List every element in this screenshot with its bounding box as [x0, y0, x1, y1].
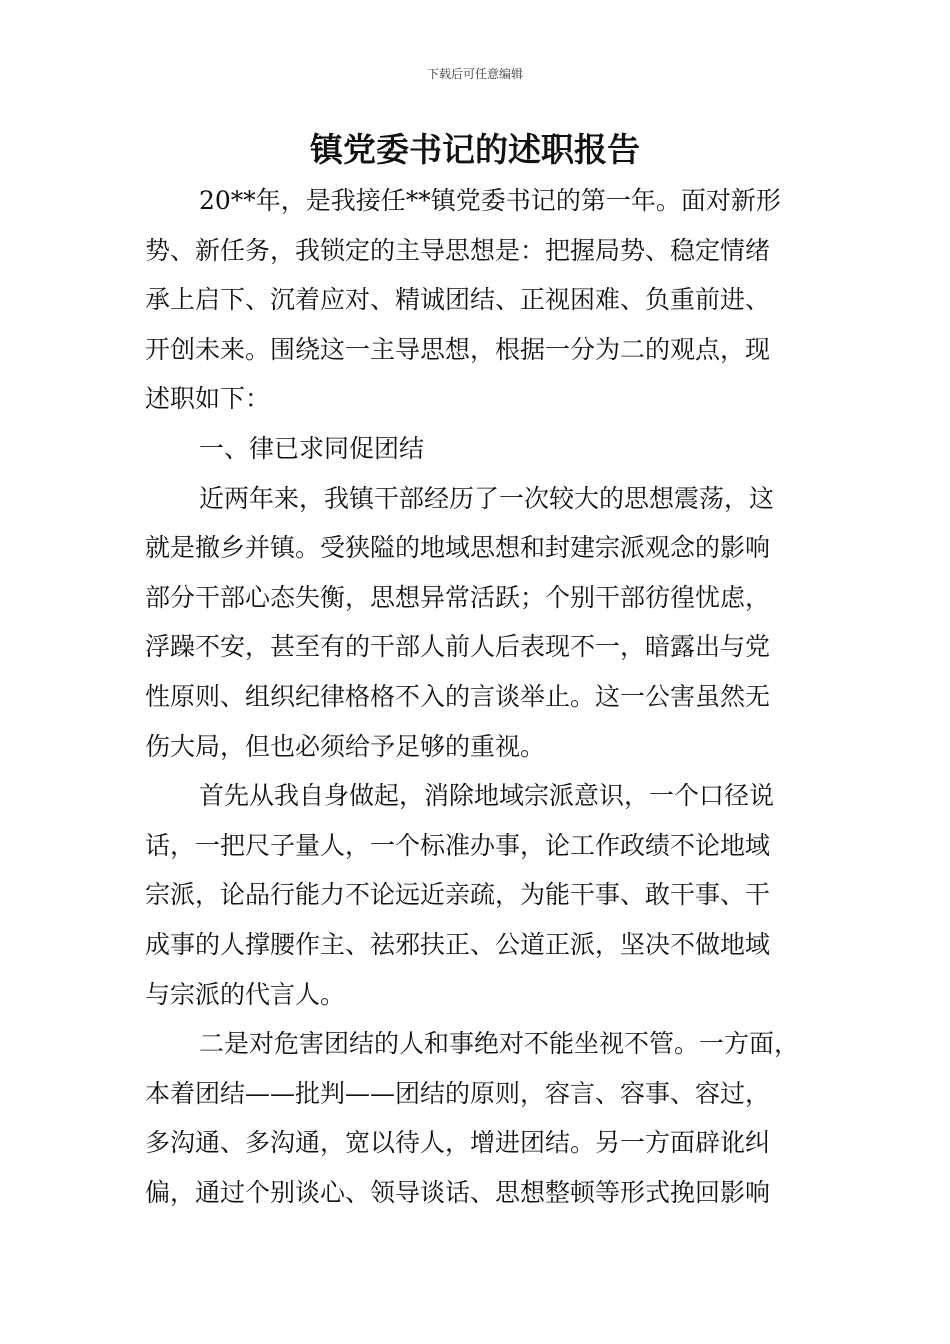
body-line: 20**年，是我接任**镇党委书记的第一年。面对新形	[199, 186, 781, 215]
body-line: 述职如下：	[145, 384, 271, 414]
body-line: 近两年来，我镇干部经历了一次较大的思想震荡，这	[199, 483, 775, 513]
body-line: 浮躁不安，甚至有的干部人前人后表现不一，暗露出与党	[145, 632, 771, 662]
body-line: 偏，通过个别谈心、领导谈话、思想整顿等形式挽回影响	[145, 1177, 771, 1207]
body-line: 就是撤乡并镇。受狭隘的地域思想和封建宗派观念的影响	[145, 533, 771, 563]
body-line: 二是对危害团结的人和事绝对不能坐视不管。一方面，	[199, 1029, 800, 1059]
body-line: 开创未来。围绕这一主导思想，根据一分为二的观点，现	[145, 334, 771, 364]
body-line: 宗派，论品行能力不论远近亲疏，为能干事、敢干事、干	[145, 880, 771, 910]
body-line: 一、律已求同促团结	[199, 433, 425, 463]
body-line: 首先从我自身做起，消除地域宗派意识，一个口径说	[199, 781, 775, 811]
header-note: 下载后可任意编辑	[426, 67, 523, 81]
body-line: 势、新任务，我锁定的主导思想是：把握局势、稳定情绪	[145, 235, 771, 265]
body-line: 与宗派的代言人。	[145, 979, 346, 1009]
body-line: 成事的人撑腰作主、祛邪扶正、公道正派，坚决不做地域	[145, 929, 771, 959]
document-body	[145, 176, 830, 1217]
body-line: 伤大局，但也必须给予足够的重视。	[145, 731, 546, 761]
body-line: 部分干部心态失衡，思想异常活跃；个别干部彷徨忧虑，	[145, 582, 771, 612]
body-line: 承上启下、沉着应对、精诚团结、正视困难、负重前进、	[145, 285, 771, 315]
document-title: 镇党委书记的述职报告	[310, 130, 640, 169]
body-line: 本着团结——批判——团结的原则，容言、容事、容过，	[145, 1078, 771, 1108]
body-line: 话，一把尺子量人，一个标准办事，论工作政绩不论地域	[145, 830, 771, 860]
body-line: 多沟通、多沟通，宽以待人，增进团结。另一方面辟讹纠	[145, 1128, 771, 1158]
body-line: 性原则、组织纪律格格不入的言谈举止。这一公害虽然无	[145, 681, 771, 711]
